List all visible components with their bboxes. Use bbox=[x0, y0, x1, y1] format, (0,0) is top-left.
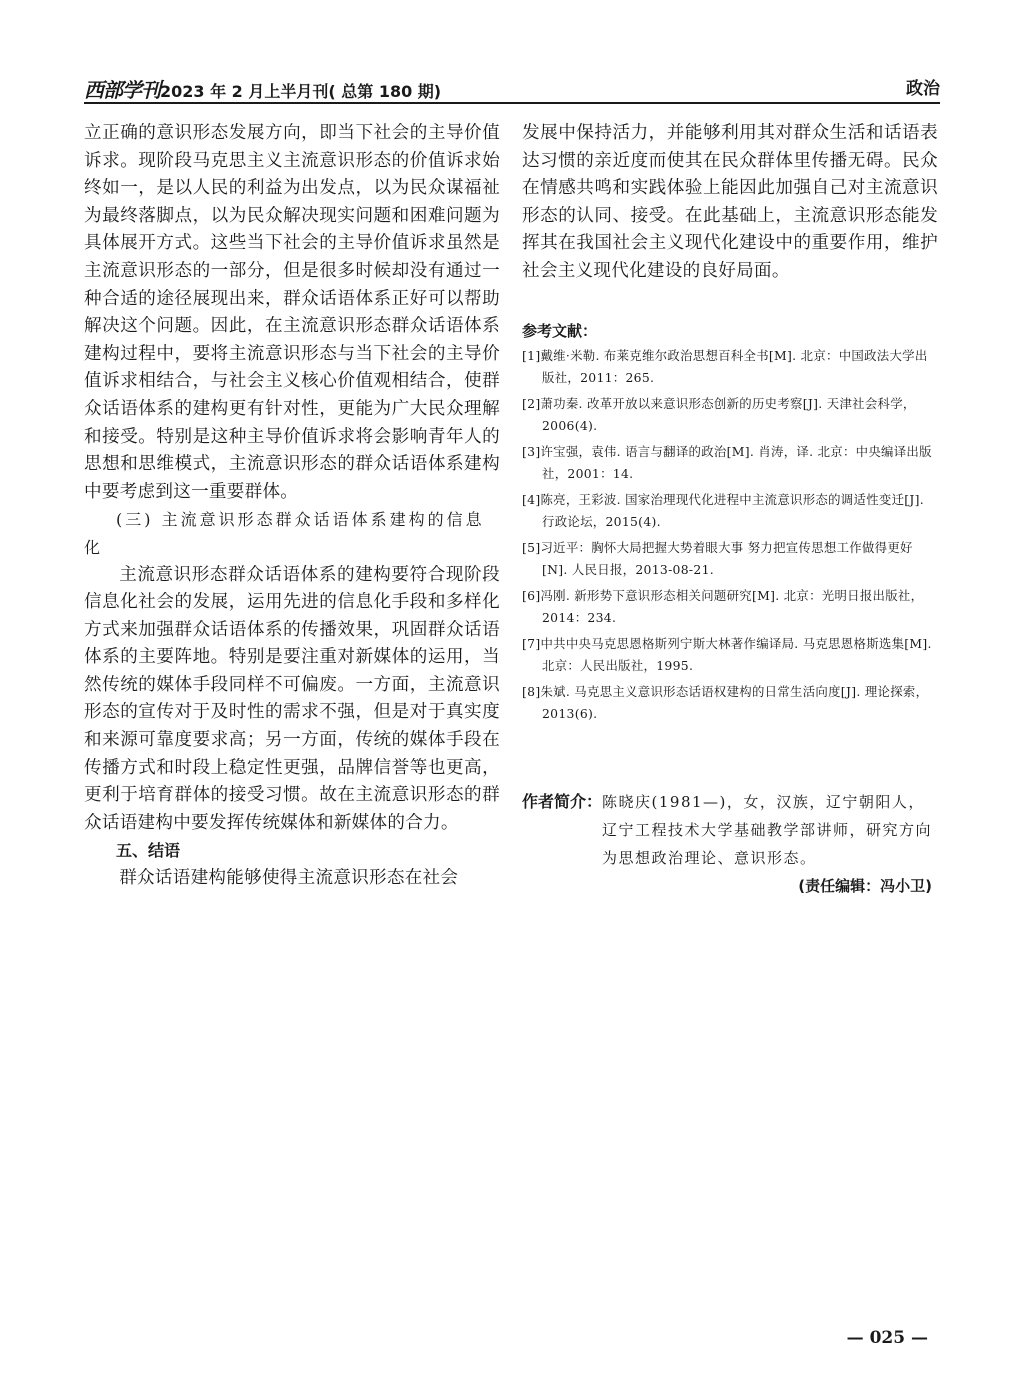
left-paragraph-2: 主流意识形态群众话语体系的建构要符合现阶段信息化社会的发展，运用先进的信息化手段和多样化方式来加强群众话语体系的传播效果，巩固群众话语体系的主要阵地。特别是要注重对新媒体的运用，当然传统的媒体手段同样不可偏废。一方面，主流意识形态的宣传对于及时性的需求不强，但是对于真实度和来源可靠度要求高；另一方面，传统的媒体手段在传播方式和时段上稳定性更强，品牌信誉等也更高，更利于培育群体的接受习惯。故在主流意识形态的群众话语建构中要发挥传统媒体和新媒体的合力。 bbox=[84, 564, 500, 833]
bio-label: 作者简介： bbox=[522, 792, 603, 811]
section-name: 政治 bbox=[906, 79, 940, 99]
subsection-heading: (三) 主流意识形态群众话语体系建构的信息化 bbox=[84, 510, 485, 557]
journal-logo: 西部学刊 bbox=[84, 78, 160, 102]
reference-item: [2]萧功秦. 改革开放以来意识形态创新的历史考察[J]. 天津社会科学，2006(4). bbox=[522, 395, 916, 434]
section-heading-conclusion: 五、结语 bbox=[116, 841, 181, 861]
journal-line bbox=[84, 74, 441, 103]
responsible-editor: (责任编辑：冯小卫) bbox=[798, 877, 932, 895]
page-header bbox=[84, 72, 940, 104]
reference-item: [3]许宝强，袁伟. 语言与翻译的政治[M]. 肖涛，译. 北京：中央编译出版社，2001：14. bbox=[522, 443, 932, 482]
reference-item: [6]冯刚. 新形势下意识形态相关问题研究[M]. 北京：光明日报出版社，2014：234. bbox=[522, 587, 924, 626]
reference-item: [5]习近平：胸怀大局把握大势着眼大事 努力把宣传思想工作做得更好[N]. 人民日报，2013-08-21. bbox=[522, 539, 913, 578]
left-column bbox=[84, 120, 500, 893]
reference-item: [7]中共中央马克思恩格斯列宁斯大林著作编译局. 马克思恩格斯选集[M]. 北京：人民出版社，1995. bbox=[522, 635, 932, 674]
left-paragraph-1: 立正确的意识形态发展方向，即当下社会的主导价值诉求。现阶段马克思主义主流意识形态的价值诉求始终如一，是以人民的利益为出发点，以为民众谋福祉为最终落脚点，以为民众解决现实问题和困难问题为具体展开方式。这些当下社会的主导价值诉求虽然是主流意识形态的一部分，但是很多时候却没有通过一种合适的途径展现出来，群众话语体系正好可以帮助解决这个问题。因此，在主流意识形态群众话语体系建构过程中，要将主流意识形态与当下社会的主导价值诉求相结合，与社会主义核心价值观相结合，使群众话语体系的建构更有针对性，更能为广大民众理解和接受。特别是这种主导价值诉求将会影响青年人的思想和思维模式，主流意识形态的群众话语体系建构中要考虑到这一重要群体。 bbox=[84, 123, 500, 502]
reference-item: [4]陈亮，王彩波. 国家治理现代化进程中主流意识形态的调适性变迁[J]. 行政论坛，2015(4). bbox=[522, 491, 925, 530]
left-paragraph-3: 群众话语建构能够使得主流意识形态在社会 bbox=[119, 868, 459, 889]
reference-item: [1]戴维·米勒. 布莱克维尔政治思想百科全书[M]. 北京：中国政法大学出版社，2011：265. bbox=[522, 347, 928, 386]
bio-text: 陈晓庆(1981—)，女，汉族，辽宁朝阳人，辽宁工程技术大学基础教学部讲师，研究方向为思想政治理论、意识形态。 bbox=[602, 793, 933, 867]
page-number: — 025 — bbox=[846, 1328, 928, 1348]
author-bio bbox=[522, 788, 938, 900]
reference-item: [8]朱斌. 马克思主义意识形态话语权建构的日常生活向度[J]. 理论探索，2013(6). bbox=[522, 683, 929, 722]
right-paragraph-1: 发展中保持活力，并能够利用其对群众生活和话语表达习惯的亲近度而使其在民众群体里传播无碍。民众在情感共鸣和实践体验上能因此加强自己对主流意识形态的认同、接受。在此基础上，主流意识形态能发挥其在我国社会主义现代化建设中的重要作用，维护社会主义现代化建设的良好局面。 bbox=[522, 123, 938, 281]
bio-row bbox=[522, 788, 938, 872]
right-column bbox=[522, 120, 938, 726]
issue-info: 2023 年 2 月上半月刊( 总第 180 期) bbox=[160, 82, 442, 101]
references-list bbox=[522, 345, 938, 726]
references-title: 参考文献： bbox=[522, 321, 598, 340]
